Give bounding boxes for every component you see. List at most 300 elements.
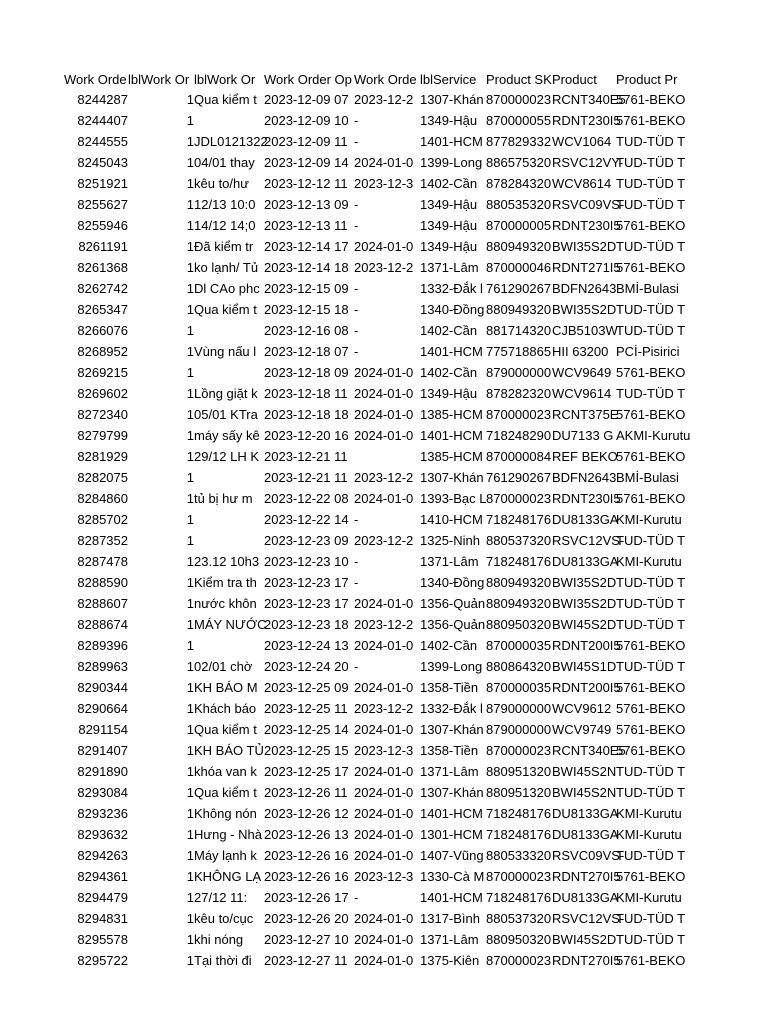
table-cell[interactable]: 870000005 (486, 218, 552, 233)
table-cell[interactable]: 1330-Cà M (420, 869, 485, 884)
table-cell[interactable]: 1 (186, 575, 194, 590)
table-cell[interactable]: 5761-BEKO (616, 407, 686, 422)
table-cell[interactable]: 8244287 (77, 92, 128, 107)
table-cell[interactable]: 2024-01-0 (354, 155, 414, 170)
table-cell[interactable]: TUD-TÜD T (616, 197, 686, 212)
table-cell[interactable]: RDNT230I5 (552, 491, 621, 506)
table-cell[interactable]: TUD-TÜD T (616, 155, 686, 170)
table-cell[interactable]: nước khôn (194, 596, 257, 611)
table-cell[interactable]: HII 63200 (552, 344, 609, 359)
table-cell[interactable]: 2024-01-0 (354, 407, 414, 422)
table-cell[interactable]: 2024-01-0 (354, 806, 414, 821)
table-cell[interactable]: 880949320 (486, 575, 552, 590)
table-cell[interactable]: 878284320 (486, 176, 552, 191)
table-cell[interactable]: 8262742 (77, 281, 128, 296)
table-cell[interactable]: 1 (186, 92, 194, 107)
table-cell[interactable]: 1301-HCM (420, 827, 483, 842)
table-cell[interactable]: 2023-12-26 16 (264, 869, 349, 884)
table-cell[interactable]: BWI45S2D (552, 932, 617, 947)
table-cell[interactable]: Qua kiểm t (194, 785, 257, 800)
table-cell[interactable]: Hưng - Nhà (194, 827, 262, 842)
table-cell[interactable]: 2023-12-16 08 (264, 323, 349, 338)
table-cell[interactable]: - (354, 302, 359, 317)
table-cell[interactable]: - (354, 197, 359, 212)
table-cell[interactable]: CJB5103W (552, 323, 618, 338)
table-cell[interactable]: 1340-Đồng (420, 575, 485, 590)
table-cell[interactable]: 2024-01-0 (354, 764, 414, 779)
table-cell[interactable]: 870000023 (486, 743, 552, 758)
table-cell[interactable]: RDNT230I5 (552, 113, 621, 128)
table-cell[interactable]: 1 (186, 365, 194, 380)
table-cell[interactable]: 1 (186, 617, 194, 632)
table-cell[interactable]: 718248176 (486, 554, 552, 569)
table-cell[interactable]: 881714320 (486, 323, 552, 338)
table-cell[interactable]: 2024-01-0 (354, 365, 414, 380)
table-cell[interactable]: 1 (186, 554, 194, 569)
table-cell[interactable]: 14/12 14;0 (194, 218, 256, 233)
table-cell[interactable]: KMI-Kurutu (616, 827, 682, 842)
table-cell[interactable]: 8291154 (78, 722, 128, 737)
table-cell[interactable]: 2023-12-18 07 (264, 344, 349, 359)
table-cell[interactable]: 8294361 (77, 869, 128, 884)
table-cell[interactable]: 2023-12-25 11 (264, 701, 348, 716)
table-cell[interactable]: KMI-Kurutu (616, 806, 682, 821)
table-cell[interactable] (194, 110, 264, 131)
table-cell[interactable]: 2024-01-0 (354, 596, 414, 611)
table-cell[interactable]: 8245043 (77, 155, 128, 170)
table-cell[interactable]: 1307-Khán (420, 785, 484, 800)
table-cell[interactable]: 1356-Quản (420, 596, 486, 611)
table-cell[interactable]: - (354, 281, 359, 296)
table-cell[interactable]: 1371-Lâm (420, 932, 479, 947)
table-cell[interactable]: 870000055 (486, 113, 552, 128)
table-cell[interactable]: 2023-12-3 (354, 869, 414, 884)
table-cell[interactable]: 1 (186, 953, 194, 968)
table-cell[interactable]: - (354, 323, 359, 338)
table-cell[interactable]: RSVC09VS- (552, 197, 625, 212)
table-cell[interactable]: 878282320 (486, 386, 552, 401)
table-cell[interactable]: 1393-Bạc L (420, 491, 487, 506)
table-cell[interactable]: 1399-Long (420, 659, 483, 674)
table-cell[interactable]: DU8133GA (552, 554, 619, 569)
table-cell[interactable]: 2024-01-0 (354, 638, 414, 653)
table-cell[interactable]: BWI45S2D (552, 617, 617, 632)
table-cell[interactable]: 870000035 (486, 638, 552, 653)
table-cell[interactable]: 1 (186, 155, 194, 170)
table-cell[interactable]: 2023-12-18 18 (264, 407, 349, 422)
table-cell[interactable]: 2023-12-23 09 (264, 533, 349, 548)
table-cell[interactable]: 2023-12-2 (354, 701, 414, 716)
table-cell[interactable]: 2023-12-22 14 (264, 512, 349, 527)
table-cell[interactable]: Kiểm tra th (194, 575, 257, 590)
table-cell[interactable]: 2024-01-0 (354, 722, 414, 737)
table-cell[interactable]: 2023-12-3 (354, 176, 414, 191)
table-cell[interactable]: 5761-BEKO (616, 953, 686, 968)
table-cell[interactable]: 1 (186, 386, 194, 401)
table-cell[interactable]: TUD-TÜD T (616, 239, 686, 254)
table-cell[interactable]: 1 (186, 827, 194, 842)
table-cell[interactable]: RSVC12VS- (552, 533, 625, 548)
table-cell[interactable]: 1 (186, 512, 194, 527)
table-cell[interactable]: 1 (186, 344, 194, 359)
table-cell[interactable]: 1 (186, 722, 194, 737)
table-cell[interactable]: 2023-12-26 16 (264, 848, 349, 863)
table-cell[interactable]: 2023-12-27 11 (264, 953, 348, 968)
table-cell[interactable]: 761290267 (486, 470, 552, 485)
table-cell[interactable]: 2023-12-26 12 (264, 806, 349, 821)
table-cell[interactable]: 1 (186, 281, 194, 296)
table-cell[interactable]: Tại thời đi (194, 953, 252, 968)
table-cell[interactable]: RSVC12VY- (552, 155, 624, 170)
table-cell[interactable]: khóa van k (194, 764, 257, 779)
table-cell[interactable]: 870000023 (486, 407, 552, 422)
table-cell[interactable]: BWI45S2N (552, 764, 617, 779)
table-cell[interactable]: 1 (186, 113, 194, 128)
table-cell[interactable]: BWI45S1D (552, 659, 617, 674)
table-cell[interactable]: KH BÁO M (194, 680, 258, 695)
table-cell[interactable]: 5761-BEKO (616, 743, 686, 758)
table-cell[interactable]: 8293632 (77, 827, 128, 842)
table-cell[interactable]: 886575320 (486, 155, 552, 170)
table-cell[interactable]: 8293236 (77, 806, 128, 821)
table-cell[interactable]: 2023-12-25 17 (264, 764, 349, 779)
table-cell[interactable]: kêu to/hư (194, 176, 249, 191)
table-cell[interactable]: JDL0121322 (194, 134, 268, 149)
table-cell[interactable]: Vùng nấu l (194, 344, 257, 359)
table-cell[interactable]: BMİ-Bulasi (616, 281, 679, 296)
table-cell[interactable]: - (354, 344, 359, 359)
table-cell[interactable]: 1307-Khán (420, 470, 484, 485)
table-cell[interactable]: 8272340 (77, 407, 128, 422)
table-cell[interactable]: tủ bị hư m (194, 491, 253, 506)
table-cell[interactable]: 8290344 (77, 680, 128, 695)
header-cell[interactable]: lblWork Or (194, 72, 256, 87)
table-cell[interactable]: 2024-01-0 (354, 491, 414, 506)
table-cell[interactable]: 2023-12-2 (354, 533, 414, 548)
table-cell[interactable]: 1349-Hậu (420, 386, 478, 401)
table-cell[interactable]: TUD-TÜD T (616, 575, 686, 590)
table-cell[interactable]: 8288590 (77, 575, 128, 590)
table-cell[interactable]: TUD-TÜD T (616, 596, 686, 611)
table-cell[interactable]: 8266076 (77, 323, 128, 338)
table-cell[interactable]: 1340-Đồng (420, 302, 485, 317)
table-cell[interactable]: 870000035 (486, 680, 552, 695)
table-cell[interactable]: 2023-12-25 14 (264, 722, 349, 737)
table-cell[interactable]: 2024-01-0 (354, 239, 414, 254)
table-cell[interactable]: BDFN2643 (552, 281, 617, 296)
table-cell[interactable]: 718248176 (486, 512, 552, 527)
table-cell[interactable]: 8255946 (77, 218, 128, 233)
table-cell[interactable]: 8279799 (77, 428, 128, 443)
table-cell[interactable]: 2024-01-0 (354, 386, 414, 401)
table-cell[interactable]: 1 (186, 176, 194, 191)
table-cell[interactable]: Dl CAo phc (194, 281, 260, 296)
table-cell[interactable]: 718248176 (486, 890, 552, 905)
table-cell[interactable]: Qua kiểm t (194, 92, 257, 107)
table-cell[interactable]: 1401-HCM (420, 806, 483, 821)
table-cell[interactable]: 5761-BEKO (616, 680, 686, 695)
table-cell[interactable]: 2024-01-0 (354, 911, 414, 926)
table-cell[interactable]: RSVC12VS- (552, 911, 625, 926)
table-cell[interactable]: DU7133 G (552, 428, 614, 443)
table-cell[interactable]: máy sấy kê (194, 428, 260, 443)
table-cell[interactable]: 880949320 (486, 239, 552, 254)
table-cell[interactable]: - (354, 218, 359, 233)
table-cell[interactable]: 1 (186, 218, 194, 233)
table-cell[interactable]: kêu to/cục (194, 911, 254, 926)
table-cell[interactable]: 775718865 (486, 344, 552, 359)
table-cell[interactable]: 2023-12-09 07 (264, 92, 349, 107)
table-cell[interactable]: 718248176 (486, 806, 552, 821)
table-cell[interactable]: 1 (186, 323, 194, 338)
table-cell[interactable]: 2023-12-2 (354, 470, 414, 485)
table-cell[interactable]: 8293084 (77, 785, 128, 800)
table-cell[interactable]: - (354, 512, 359, 527)
table-cell[interactable]: 1401-HCM (420, 428, 483, 443)
table-cell[interactable]: khi nóng (194, 932, 244, 947)
table-cell[interactable]: 2023-12-21 11 (264, 470, 348, 485)
table-cell[interactable]: 2023-12-25 15 (264, 743, 349, 758)
table-cell[interactable]: 2023-12-09 11 (264, 134, 348, 149)
table-cell[interactable]: 879000000 (486, 701, 552, 716)
table-cell[interactable]: 2023-12-21 11 (264, 449, 348, 464)
table-cell[interactable]: RDNT270I5 (552, 869, 621, 884)
table-cell[interactable]: 2023-12-24 13 (264, 638, 349, 653)
table-cell[interactable]: RDNT200I5 (552, 680, 621, 695)
table-cell[interactable]: 8289963 (77, 659, 128, 674)
table-cell[interactable]: 2023-12-13 09 (264, 197, 349, 212)
table-cell[interactable]: 1375-Kiên (420, 953, 480, 968)
table-cell[interactable]: 2023-12-18 09 (264, 365, 349, 380)
table-cell[interactable]: 8261191 (78, 239, 128, 254)
table-cell[interactable]: 1402-Cần (420, 323, 478, 338)
table-cell[interactable] (194, 467, 264, 488)
table-cell[interactable]: 5761-BEKO (616, 869, 686, 884)
header-cell[interactable]: Product SK (486, 72, 552, 87)
table-cell[interactable]: TUD-TÜD T (616, 134, 686, 149)
table-cell[interactable]: 2023-12-22 08 (264, 491, 349, 506)
table-cell[interactable]: WCV9749 (552, 722, 612, 737)
table-cell[interactable]: 1349-Hậu (420, 218, 478, 233)
header-cell[interactable]: lblService (420, 72, 477, 87)
table-cell[interactable] (194, 509, 264, 530)
table-cell[interactable]: 23.12 10h3 (194, 554, 260, 569)
table-cell[interactable]: MÁY NƯỚC (194, 617, 267, 632)
table-cell[interactable]: TUD-TÜD T (616, 932, 686, 947)
table-cell[interactable]: 880537320 (486, 911, 552, 926)
table-cell[interactable]: 2023-12-13 11 (264, 218, 348, 233)
table-cell[interactable]: 1349-Hậu (420, 239, 478, 254)
table-cell[interactable]: RDNT270I5 (552, 953, 621, 968)
table-cell[interactable]: 8251921 (77, 176, 128, 191)
table-cell[interactable]: RSVC09VS- (552, 848, 625, 863)
table-cell[interactable]: 1349-Hậu (420, 197, 478, 212)
table-cell[interactable]: 2023-12-2 (354, 617, 414, 632)
table-cell[interactable] (194, 362, 264, 383)
table-cell[interactable]: 2024-01-0 (354, 827, 414, 842)
table-cell[interactable]: 2023-12-15 09 (264, 281, 349, 296)
table-cell[interactable]: - (354, 890, 359, 905)
table-cell[interactable]: 1 (186, 470, 194, 485)
table-cell[interactable]: 2023-12-23 17 (264, 596, 349, 611)
table-cell[interactable]: 880533320 (486, 848, 552, 863)
table-cell[interactable]: 880949320 (486, 596, 552, 611)
table-cell[interactable] (194, 320, 264, 341)
table-cell[interactable]: 1307-Khán (420, 92, 484, 107)
table-cell[interactable]: 879000000 (486, 365, 552, 380)
table-cell[interactable]: BWI35S2D (552, 302, 617, 317)
table-cell[interactable]: 2023-12-24 20 (264, 659, 349, 674)
table-cell[interactable]: ko lạnh/ Tủ (194, 260, 259, 275)
table-cell[interactable]: 1 (186, 260, 194, 275)
table-cell[interactable]: 1407-Vũng (420, 848, 484, 863)
table-cell[interactable]: TUD-TÜD T (616, 764, 686, 779)
table-cell[interactable]: 2023-12-26 17 (264, 890, 349, 905)
table-cell[interactable]: 8291890 (77, 764, 128, 779)
header-cell[interactable]: Work Orde (64, 72, 127, 87)
table-cell[interactable]: 8294263 (77, 848, 128, 863)
table-cell[interactable]: 870000023 (486, 869, 552, 884)
table-cell[interactable]: 2023-12-3 (354, 743, 414, 758)
table-cell[interactable]: 1 (186, 638, 194, 653)
table-cell[interactable]: 1 (186, 302, 194, 317)
table-cell[interactable]: 8295722 (77, 953, 128, 968)
table-cell[interactable]: 1401-HCM (420, 134, 483, 149)
table-cell[interactable]: Khách báo (194, 701, 257, 716)
table-cell[interactable]: 1 (186, 596, 194, 611)
table-cell[interactable]: KMI-Kurutu (616, 554, 682, 569)
table-cell[interactable]: 1371-Lâm (420, 554, 479, 569)
table-cell[interactable]: 1402-Cần (420, 365, 478, 380)
table-cell[interactable]: 1371-Lâm (420, 764, 479, 779)
table-cell[interactable]: 2023-12-27 10 (264, 932, 349, 947)
table-cell[interactable]: 5761-BEKO (616, 722, 686, 737)
table-cell[interactable]: 8244555 (77, 134, 128, 149)
table-cell[interactable]: RCNT375E (552, 407, 619, 422)
table-cell[interactable]: 8265347 (77, 302, 128, 317)
table-cell[interactable]: 880951320 (486, 764, 552, 779)
table-cell[interactable]: 718248290 (486, 428, 552, 443)
table-cell[interactable]: Qua kiểm t (194, 302, 257, 317)
table-cell[interactable]: - (354, 113, 359, 128)
table-cell[interactable]: 1 (186, 680, 194, 695)
table-cell[interactable]: 1385-HCM (420, 407, 483, 422)
table-cell[interactable]: 5761-BEKO (616, 701, 686, 716)
table-cell[interactable]: 1 (186, 533, 194, 548)
table-cell[interactable]: 04/01 thay (194, 155, 255, 170)
table-cell[interactable]: BMİ-Bulasi (616, 470, 679, 485)
table-cell[interactable]: 1317-Bình (420, 911, 480, 926)
table-cell[interactable]: 1 (186, 911, 194, 926)
table-cell[interactable]: DU8133GA (552, 512, 619, 527)
table-cell[interactable]: TUD-TÜD T (616, 785, 686, 800)
table-cell[interactable]: 2023-12-20 16 (264, 428, 349, 443)
table-cell[interactable]: BWI35S2D (552, 239, 617, 254)
table-cell[interactable]: 877829332 (486, 134, 552, 149)
table-cell[interactable]: 8284860 (77, 491, 128, 506)
table-cell[interactable]: 1 (186, 806, 194, 821)
table-cell[interactable]: PCİ-Pisirici (616, 344, 680, 359)
table-cell[interactable]: - (354, 659, 359, 674)
table-cell[interactable]: WCV9649 (552, 365, 612, 380)
table-cell[interactable]: 870000023 (486, 953, 552, 968)
table-cell[interactable]: 880864320 (486, 659, 552, 674)
table-cell[interactable]: TUD-TÜD T (616, 176, 686, 191)
header-cell[interactable]: Product (552, 72, 597, 87)
table-cell[interactable]: 2023-12-15 18 (264, 302, 349, 317)
table-cell[interactable]: 1399-Long (420, 155, 483, 170)
table-cell[interactable]: 1402-Cần (420, 176, 478, 191)
table-cell[interactable]: 870000023 (486, 491, 552, 506)
table-cell[interactable]: TUD-TÜD T (616, 617, 686, 632)
table-cell[interactable]: 870000084 (486, 449, 552, 464)
table-cell[interactable]: WCV8614 (552, 176, 612, 191)
table-cell[interactable]: 1371-Lâm (420, 260, 479, 275)
table-cell[interactable]: 2023-12-09 14 (264, 155, 349, 170)
table-cell[interactable]: 2023-12-23 10 (264, 554, 349, 569)
table-cell[interactable]: TUD-TÜD T (616, 533, 686, 548)
table-cell[interactable]: TUD-TÜD T (616, 911, 686, 926)
table-cell[interactable]: AKMI-Kurutu (616, 428, 691, 443)
table-cell[interactable]: - (354, 134, 359, 149)
table-cell[interactable]: 8255627 (77, 197, 128, 212)
table-cell[interactable]: 27/12 11: (194, 890, 248, 905)
table-cell[interactable]: 8294831 (77, 911, 128, 926)
header-cell[interactable]: Product Pr (616, 72, 678, 87)
table-cell[interactable]: 870000046 (486, 260, 552, 275)
table-cell[interactable]: DU8133GA (552, 890, 619, 905)
table-cell[interactable]: 2023-12-23 18 (264, 617, 349, 632)
table-cell[interactable]: 5761-BEKO (616, 365, 686, 380)
table-cell[interactable]: KMI-Kurutu (616, 890, 682, 905)
table-cell[interactable]: TUD-TÜD T (616, 386, 686, 401)
header-cell[interactable]: Work Order Op (264, 72, 352, 87)
table-cell[interactable]: 5761-BEKO (616, 260, 686, 275)
table-cell[interactable]: 1349-Hậu (420, 113, 478, 128)
table-cell[interactable]: KH BÁO TỦ (194, 743, 264, 758)
table-cell[interactable]: 1 (186, 764, 194, 779)
table-cell[interactable]: 1 (186, 932, 194, 947)
table-cell[interactable]: 1 (186, 428, 194, 443)
table-cell[interactable]: 8244407 (77, 113, 128, 128)
table-cell[interactable]: 2024-01-0 (354, 953, 414, 968)
table-cell[interactable]: 1402-Cần (420, 638, 478, 653)
table-cell[interactable]: 8281929 (77, 449, 128, 464)
header-cell[interactable]: Work Orde (354, 72, 417, 87)
table-cell[interactable]: 880535320 (486, 197, 552, 212)
table-cell[interactable]: 1 (186, 848, 194, 863)
table-cell[interactable]: RDNT230I5 (552, 218, 621, 233)
table-cell[interactable]: 2024-01-0 (354, 428, 414, 443)
table-cell[interactable]: 880537320 (486, 533, 552, 548)
table-cell[interactable]: 8285702 (77, 512, 128, 527)
table-cell[interactable]: BWI35S2D (552, 596, 617, 611)
table-cell[interactable]: 1 (186, 449, 194, 464)
table-cell[interactable]: TUD-TÜD T (616, 302, 686, 317)
table-cell[interactable]: 2023-12-26 11 (264, 785, 348, 800)
table-cell[interactable]: Lồng giặt k (194, 386, 258, 401)
table-cell[interactable]: Qua kiểm t (194, 722, 257, 737)
table-cell[interactable]: DU8133GA (552, 827, 619, 842)
table-cell[interactable]: 5761-BEKO (616, 638, 686, 653)
table-cell[interactable]: 1 (186, 134, 194, 149)
table-cell[interactable]: 1 (186, 785, 194, 800)
table-cell[interactable]: 8287352 (77, 533, 128, 548)
table-cell[interactable]: 2023-12-23 17 (264, 575, 349, 590)
table-cell[interactable]: 8294479 (77, 890, 128, 905)
table-cell[interactable]: 8289396 (77, 638, 128, 653)
table-cell[interactable]: 1358-Tiền (420, 680, 479, 695)
